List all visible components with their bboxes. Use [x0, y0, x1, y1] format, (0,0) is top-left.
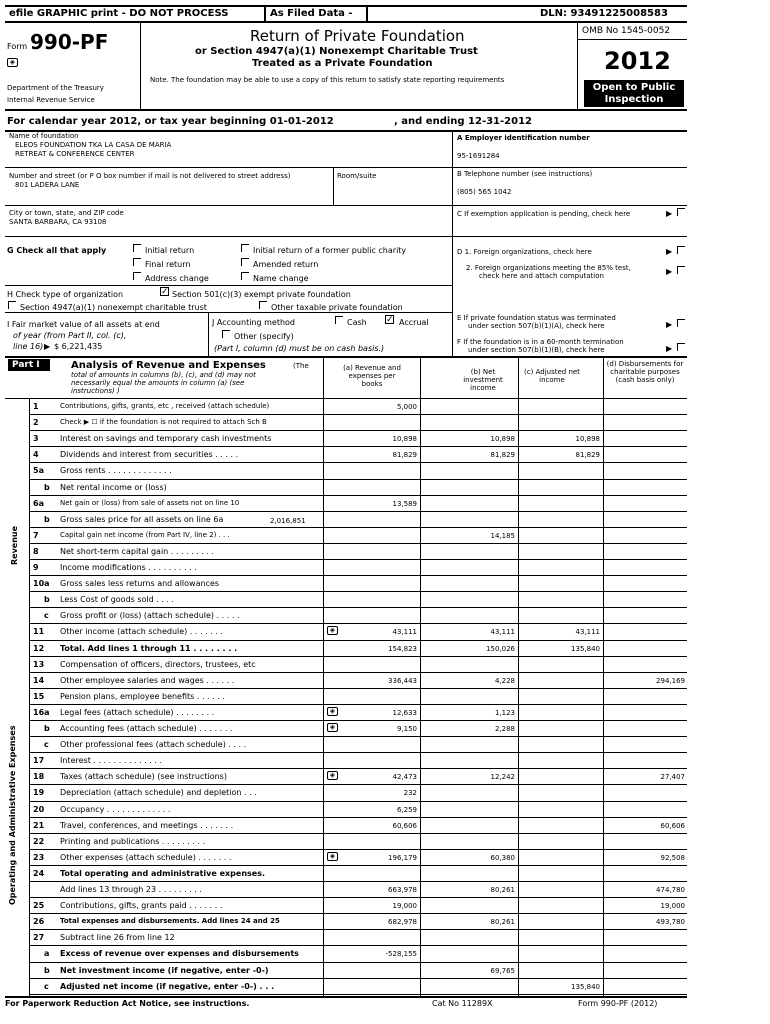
cash-label: Cash	[347, 318, 367, 327]
line-label: Legal fees (attach schedule) . . . . . . . .	[60, 707, 215, 717]
row-rule	[29, 640, 687, 641]
amount-col-a: 336,443	[388, 676, 417, 685]
row-rule	[29, 945, 687, 946]
4947-checkbox[interactable]	[8, 301, 16, 309]
line-number: 19	[33, 788, 45, 798]
f-label-2: under section 507(b)(1)(B), check here	[468, 346, 605, 354]
line-number: 6a	[33, 498, 44, 508]
line-label: Net short-term capital gain . . . . . . . . .	[60, 546, 215, 556]
phone-label: B Telephone number (see instructions)	[457, 170, 593, 178]
attachment-icon: ◈	[7, 58, 18, 67]
line-label: Income modifications . . . . . . . . . .	[60, 563, 197, 572]
e-label-2: under section 507(b)(1)(A), check here	[468, 322, 605, 330]
calendar-ending: , and ending 12-31-2012	[394, 116, 532, 127]
cash-basis-note: (Part I, column (d) must be on cash basis.)	[214, 344, 385, 353]
line-label: Travel, conferences, and meetings . . . . . . .	[60, 820, 234, 830]
line-label: Subtract line 26 from line 12	[60, 933, 175, 943]
col-d-left-rule	[603, 356, 604, 996]
line-label: Total operating and administrative expenses.	[60, 868, 265, 878]
row-rule	[29, 801, 687, 802]
line-number: 15	[33, 691, 45, 701]
side-label-rule	[29, 398, 30, 996]
line-label: Interest on savings and temporary cash investments	[60, 434, 272, 444]
row-rule	[29, 865, 687, 866]
amount-col-b: 1,123	[494, 708, 515, 717]
row-rule	[29, 994, 687, 995]
amount-col-b: 69,765	[490, 966, 515, 975]
exemption-pending-label: C If exemption application is pending, check here	[457, 210, 631, 218]
right-arrow-icon: ▶	[44, 342, 51, 351]
part-title: Analysis of Revenue and Expenses	[71, 360, 266, 371]
amended-return-label: Amended return	[253, 260, 319, 269]
line-number: 23	[33, 852, 45, 862]
open-to-public-2: Inspection	[604, 94, 664, 105]
irs-label: Internal Revenue Service	[7, 96, 95, 104]
address-change-label: Address change	[145, 274, 209, 283]
line-number: 10a	[33, 579, 50, 589]
line-number: 20	[33, 804, 45, 814]
line-label: Total. Add lines 1 through 11 . . . . . . . .	[60, 643, 238, 653]
part-desc-2: necessarily equal the amounts in column (a) (see	[71, 379, 245, 387]
row-rule	[29, 833, 687, 834]
row-rule	[29, 623, 687, 624]
row-rule	[29, 511, 687, 512]
amount-col-a: 682,978	[388, 918, 417, 927]
amount-col-a: 19,000	[392, 902, 417, 911]
dept-treasury: Department of the Treasury	[7, 84, 104, 92]
amount-col-d: 493,780	[656, 918, 685, 927]
amount-col-c: 10,898	[575, 435, 600, 444]
form-title: Return of Private Foundation	[250, 27, 465, 45]
cat-number: Cat No 11289X	[432, 999, 493, 1008]
initial-return-checkbox[interactable]	[133, 244, 141, 252]
line-number: b	[44, 482, 50, 492]
foundation-name-1: ELEOS FOUNDATION TKA LA CASA DE MARIA	[15, 141, 172, 149]
initial-former-public-label: Initial return of a former public charity	[253, 246, 407, 255]
other-taxable-label: Other taxable private foundation	[271, 303, 403, 312]
open-to-public-1: Open to Public	[592, 82, 676, 93]
amount-col-b: 60,380	[490, 853, 515, 862]
amount-col-a: 232	[403, 789, 417, 798]
line-label: Gross profit or (loss) (attach schedule) . . . . .	[60, 611, 240, 621]
line-number: 16a	[33, 707, 50, 717]
line-number: b	[44, 965, 50, 975]
line-label: Contributions, gifts, grants paid . . . . . . .	[60, 901, 223, 911]
col-c-left-rule	[518, 356, 519, 996]
line-number: 13	[33, 659, 45, 669]
amount-col-a: 196,179	[388, 853, 417, 862]
line-number: a	[44, 949, 50, 959]
attachment-icon[interactable]: ◈	[327, 626, 338, 635]
amount-col-a: 154,823	[388, 644, 417, 653]
row-rule	[29, 929, 687, 930]
form-ref: Form 990-PF (2012)	[578, 999, 658, 1008]
amount-col-b: 43,111	[490, 628, 515, 637]
initial-former-public-checkbox[interactable]	[241, 244, 249, 252]
line-label: Total expenses and disbursements. Add lines 24 and 25	[60, 917, 280, 926]
row-rule	[29, 656, 687, 657]
final-return-label: Final return	[145, 260, 191, 269]
form-subtitle-1: or Section 4947(a)(1) Nonexempt Charitable Trust	[195, 46, 478, 57]
dln: DLN: 93491225008583	[540, 8, 668, 19]
d1-checkbox[interactable]	[677, 246, 685, 254]
col-b-header: (b) Net investment income	[463, 368, 503, 392]
line-number: 27	[33, 933, 45, 943]
attachment-icon[interactable]: ◈	[327, 723, 338, 732]
line-number: 3	[33, 434, 39, 444]
line-number: 11	[33, 627, 45, 637]
row-rule	[29, 575, 687, 576]
part-desc-1: total of amounts in columns (b), (c), and (d) may not	[71, 371, 256, 379]
col-a-left-rule	[323, 356, 324, 996]
street-value: 801 LADERA LANE	[15, 181, 80, 189]
amount-col-b: 150,026	[486, 644, 515, 653]
row-rule	[29, 720, 687, 721]
cash-checkbox[interactable]	[335, 316, 343, 324]
line-label: Accounting fees (attach schedule) . . . . . . .	[60, 724, 233, 733]
amount-col-d: 474,780	[656, 886, 685, 894]
col-d-header: (d) Disbursements for charitable purposes (cash basis only)	[606, 360, 684, 384]
line-label: Net gain or (loss) from sale of assets not on line 10	[60, 498, 240, 507]
row-rule	[29, 784, 687, 785]
line-label: Other income (attach schedule) . . . . . . .	[60, 627, 223, 637]
line-label: Capital gain net income (from Part IV, line 2) . . .	[60, 530, 230, 539]
line-label: Other professional fees (attach schedule) . . . .	[60, 740, 247, 750]
d2-checkbox[interactable]	[677, 266, 685, 274]
row-rule	[29, 672, 687, 673]
line-number: 5a	[33, 466, 44, 476]
accrual-label: Accrual	[399, 318, 429, 327]
gross-sales-6b-value: 2,016,851	[270, 517, 306, 525]
amount-col-d: 19,000	[660, 902, 685, 911]
other-method-label: Other (specify)	[234, 332, 294, 341]
city-label: City or town, state, and ZIP code	[9, 209, 124, 217]
row-rule	[29, 495, 687, 496]
line-label: Net rental income or (loss)	[60, 482, 167, 492]
amount-col-a: 6,259	[396, 805, 417, 814]
amount-col-b: 80,261	[490, 886, 515, 894]
tax-year: 2012	[604, 47, 671, 75]
line-number: b	[44, 595, 50, 605]
revenue-side-label: Revenue	[10, 525, 19, 565]
amount-col-a: -528,155	[385, 950, 417, 959]
final-return-checkbox[interactable]	[133, 258, 141, 266]
row-rule	[29, 446, 687, 447]
4947-label: Section 4947(a)(1) nonexempt charitable trust	[20, 303, 207, 312]
amount-col-b: 14,185	[490, 531, 515, 540]
f-checkbox[interactable]	[677, 343, 685, 351]
name-change-label: Name change	[253, 274, 309, 283]
row-rule	[29, 768, 687, 769]
line-number: c	[44, 611, 49, 621]
line-number: 24	[33, 868, 45, 878]
col-b-left-rule	[420, 356, 421, 996]
line-number: 25	[33, 901, 45, 911]
col-c-header: (c) Adjusted net income	[524, 368, 580, 384]
amended-return-checkbox[interactable]	[241, 258, 249, 266]
row-rule	[29, 430, 687, 431]
exemption-pending-checkbox[interactable]	[677, 208, 685, 216]
line-label: Compensation of officers, directors, trustees, etc	[60, 659, 256, 669]
row-rule	[29, 414, 687, 415]
f-label-1: F If the foundation is in a 60-month termination	[457, 338, 624, 346]
line-number: 22	[33, 836, 45, 846]
amount-col-b: 10,898	[490, 435, 515, 444]
amount-col-a: 10,898	[392, 435, 417, 444]
line-label: Printing and publications . . . . . . . . .	[60, 836, 206, 846]
other-taxable-checkbox[interactable]	[259, 301, 267, 309]
501c3-label: Section 501(c)(3) exempt private foundation	[172, 290, 351, 299]
amount-col-d: 92,508	[660, 853, 685, 862]
paperwork-notice: For Paperwork Reduction Act Notice, see instructions.	[5, 999, 250, 1008]
amount-col-a: 60,606	[392, 821, 417, 830]
line-number: c	[44, 740, 49, 750]
row-rule	[29, 913, 687, 914]
amount-col-b: 81,829	[490, 451, 515, 460]
line-number: 26	[33, 917, 45, 927]
line-label: Add lines 13 through 23 . . . . . . . . .	[60, 885, 202, 894]
line-number: 21	[33, 820, 45, 830]
fmv-label-1: I Fair market value of all assets at end	[7, 320, 160, 329]
line-label: Occupancy . . . . . . . . . . . . .	[60, 804, 171, 814]
line-label: Depreciation (attach schedule) and depletion . . .	[60, 788, 257, 798]
room-label: Room/suite	[337, 172, 377, 180]
amount-col-a: 13,589	[392, 499, 417, 508]
part-title-note: (The	[293, 362, 309, 370]
line-number: c	[44, 981, 49, 991]
calendar-year-line: For calendar year 2012, or tax year beginning 01-01-2012	[7, 116, 334, 127]
row-rule	[29, 962, 687, 963]
line-label: Less Cost of goods sold . . . .	[60, 595, 175, 605]
name-change-checkbox[interactable]	[241, 272, 249, 280]
col-a-header: (a) Revenue and expenses per books	[343, 364, 401, 388]
line-label: Pension plans, employee benefits . . . . . .	[60, 691, 225, 701]
amount-col-a: 663,978	[388, 886, 417, 894]
check-all-label: G Check all that apply	[7, 246, 107, 255]
line-label: Dividends and interest from securities . . . . .	[60, 450, 239, 460]
amount-col-c: 43,111	[575, 628, 600, 637]
amount-col-b: 2,288	[494, 725, 515, 733]
as-filed-label: As Filed Data -	[270, 8, 353, 19]
e-checkbox[interactable]	[677, 319, 685, 327]
row-rule	[29, 607, 687, 608]
amount-col-d: 27,407	[660, 773, 685, 782]
row-rule	[29, 704, 687, 705]
ein-value: 95-1691284	[457, 152, 500, 160]
row-rule	[29, 591, 687, 592]
city-value: SANTA BARBARA, CA 93108	[9, 218, 107, 226]
line-number: 1	[33, 402, 39, 411]
e-label-1: E If private foundation status was terminated	[457, 314, 616, 322]
row-rule	[29, 462, 687, 463]
part-desc-3: instructions) )	[71, 387, 120, 395]
foundation-name-2: RETREAT & CONFERENCE CENTER	[15, 150, 135, 158]
amount-col-a: 9,150	[396, 725, 417, 733]
right-arrow-icon: ▶	[666, 267, 673, 276]
omb-number: OMB No 1545-0052	[582, 26, 671, 36]
attachment-icon[interactable]: ◈	[327, 852, 338, 861]
line-number: b	[44, 514, 50, 524]
form-number: 990-PF	[30, 30, 109, 54]
line-label: Gross sales price for all assets on line 6a	[60, 514, 224, 524]
other-method-checkbox[interactable]	[222, 330, 230, 338]
right-arrow-icon: ▶	[666, 209, 673, 218]
amount-col-d: 294,169	[656, 676, 685, 685]
efile-banner: efile GRAPHIC print - DO NOT PROCESS	[9, 8, 229, 19]
line-label: Gross sales less returns and allowances	[60, 579, 220, 589]
row-rule	[29, 849, 687, 850]
d2-label-2: check here and attach computation	[479, 272, 604, 280]
initial-return-label: Initial return	[145, 246, 195, 255]
line-number: 2	[33, 418, 39, 428]
row-rule	[29, 978, 687, 979]
line-number: 14	[33, 675, 45, 685]
line-label: Gross rents . . . . . . . . . . . . .	[60, 466, 172, 476]
fmv-label-2: of year (from Part II, col. (c),	[13, 331, 127, 340]
amount-col-c: 135,840	[571, 644, 600, 653]
line-label: Net investment income (if negative, enter -0-)	[60, 965, 269, 975]
line-label: Contributions, gifts, grants, etc , received (attach schedule)	[60, 402, 270, 410]
line-number: 12	[33, 643, 45, 653]
expenses-side-label: Operating and Administrative Expenses	[8, 725, 17, 905]
row-rule	[29, 897, 687, 898]
line-label: Taxes (attach schedule) (see instructions)	[60, 772, 227, 782]
attachment-icon[interactable]: ◈	[327, 771, 338, 780]
row-rule	[29, 543, 687, 544]
amount-col-a: 42,473	[392, 773, 417, 782]
line-label: Check ▶ ☐ if the foundation is not required to attach Sch B	[60, 418, 267, 427]
right-arrow-icon: ▶	[666, 320, 673, 329]
line-number: 8	[33, 546, 39, 556]
row-rule	[29, 688, 687, 689]
line-number: 4	[33, 450, 39, 460]
501c3-checkbox[interactable]: ✓	[161, 287, 169, 297]
accounting-method-label: J Accounting method	[212, 318, 296, 327]
form-subtitle-2: Treated as a Private Foundation	[252, 58, 433, 69]
line-label: Interest . . . . . . . . . . . . . .	[60, 756, 163, 766]
amount-col-c: 135,840	[571, 982, 600, 991]
form-prefix: Form	[7, 42, 28, 51]
line-label: Excess of revenue over expenses and disbursements	[60, 949, 299, 959]
address-change-checkbox[interactable]	[133, 272, 141, 280]
line-number: 18	[33, 772, 45, 782]
line-number: b	[44, 724, 50, 733]
d1-label: D 1. Foreign organizations, check here	[457, 248, 592, 256]
row-rule	[29, 559, 687, 560]
ein-label: A Employer identification number	[457, 134, 590, 142]
d2-label-1: 2. Foreign organizations meeting the 85% test,	[466, 264, 631, 272]
row-rule	[29, 752, 687, 753]
org-type-label: H Check type of organization	[7, 290, 124, 299]
phone-value: (805) 565 1042	[457, 188, 512, 196]
accrual-checkbox[interactable]: ✓	[386, 315, 394, 325]
row-rule	[29, 736, 687, 737]
attachment-icon[interactable]: ◈	[327, 707, 338, 716]
line-number: 9	[33, 563, 39, 572]
part-tag-label: Part I	[12, 360, 40, 370]
row-rule	[29, 817, 687, 818]
amount-col-c: 81,829	[575, 451, 600, 460]
amount-col-b: 12,242	[490, 773, 515, 782]
amount-col-b: 80,261	[490, 918, 515, 927]
right-arrow-icon: ▶	[666, 344, 673, 353]
amount-col-a: 81,829	[392, 451, 417, 460]
amount-col-a: 5,000	[396, 403, 417, 411]
form-note: Note. The foundation may be able to use a copy of this return to satisfy state reporting requirements	[150, 76, 505, 84]
line-number: 17	[33, 756, 45, 766]
row-rule	[29, 881, 687, 882]
amount-col-a: 12,633	[392, 708, 417, 717]
line-label: Adjusted net income (if negative, enter -0-) . . .	[60, 981, 275, 991]
right-arrow-icon: ▶	[666, 247, 673, 256]
foundation-name-label: Name of foundation	[9, 132, 79, 140]
amount-col-a: 43,111	[392, 628, 417, 637]
fmv-value: $ 6,221,435	[54, 342, 103, 351]
line-label: Other expenses (attach schedule) . . . . . . .	[60, 852, 232, 862]
amount-col-d: 60,606	[660, 821, 685, 830]
row-rule	[29, 527, 687, 528]
fmv-label-3: line 16)	[13, 342, 44, 351]
street-label: Number and street (or P O box number if mail is not delivered to street address)	[9, 172, 291, 180]
row-rule	[29, 479, 687, 480]
line-label: Other employee salaries and wages . . . . . .	[60, 675, 235, 685]
amount-col-b: 4,228	[494, 676, 515, 685]
line-number: 7	[33, 530, 39, 540]
